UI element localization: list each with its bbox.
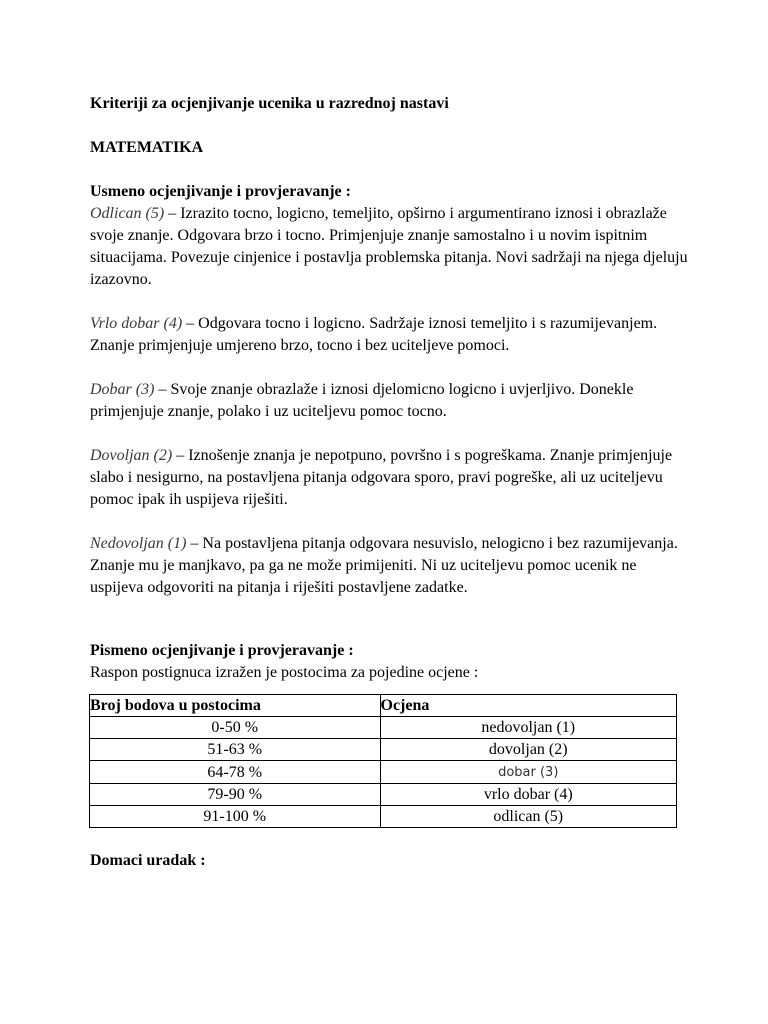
grade-criterion-3 bbox=[90, 379, 690, 423]
table-row bbox=[90, 806, 677, 828]
grade-cell: odlican (5) bbox=[380, 806, 677, 828]
grade-cell-text: dobar (3) bbox=[498, 765, 559, 780]
grade-criterion-2 bbox=[90, 445, 690, 511]
document-page bbox=[90, 93, 690, 872]
grade-cell: vrlo dobar (4) bbox=[380, 784, 677, 806]
grade-name: Odlican (5) bbox=[90, 205, 165, 222]
grade-cell bbox=[380, 761, 677, 784]
grade-description: Iznošenje znanja je nepotpuno, površno i s pogreškama. Znanje primjenjuje slabo i nesigurno, na postavljena pitanja odgovara sporo, pravi pogreške, ali uz uciteljevu pomoc ipak ih uspijeva riješiti. bbox=[90, 447, 673, 508]
column-header-grade: Ocjena bbox=[380, 695, 677, 717]
grade-separator: – bbox=[154, 381, 171, 398]
table-row bbox=[90, 761, 677, 784]
grade-cell: dovoljan (2) bbox=[380, 739, 677, 761]
grade-separator: – bbox=[182, 315, 199, 332]
table-row bbox=[90, 784, 677, 806]
grade-description: Odgovara tocno i logicno. Sadržaje iznosi temeljito i s razumijevanjem. Znanje primjenjuje umjereno brzo, tocno i bez uciteljeve pomoci. bbox=[90, 315, 658, 354]
range-cell: 51-63 % bbox=[90, 739, 381, 761]
grade-name: Dovoljan (2) bbox=[90, 447, 173, 464]
written-intro: Raspon postignuca izražen je postocima za pojedine ocjene : bbox=[90, 664, 479, 681]
grade-criterion-4 bbox=[90, 313, 690, 357]
grade-name: Nedovoljan (1) bbox=[90, 535, 187, 552]
range-cell: 0-50 % bbox=[90, 717, 381, 739]
range-cell: 91-100 % bbox=[90, 806, 381, 828]
grade-description: Svoje znanje obrazlaže i iznosi djelomicno logicno i uvjerljivo. Donekle primjenjuje znanje, polako i uz uciteljevu pomoc tocno. bbox=[90, 381, 634, 420]
subject-heading: MATEMATIKA bbox=[90, 139, 204, 156]
homework-heading: Domaci uradak : bbox=[90, 852, 206, 869]
grade-description: Na postavljena pitanja odgovara nesuvislo, nelogicno i bez razumijevanja. Znanje mu je manjkavo, pa ga ne može primijeniti. Ni uz uciteljevu pomoc ucenik ne uspijeva odgovoriti na pitanja i riješiti postavljene zadatke. bbox=[90, 535, 678, 596]
grade-name: Vrlo dobar (4) bbox=[90, 315, 183, 332]
range-cell: 79-90 % bbox=[90, 784, 381, 806]
grade-criterion-1 bbox=[90, 533, 690, 599]
oral-assessment-heading: Usmeno ocjenjivanje i provjeravanje : bbox=[90, 183, 351, 200]
grade-cell: nedovoljan (1) bbox=[380, 717, 677, 739]
grade-separator: – bbox=[164, 205, 181, 222]
grade-percentage-table bbox=[89, 694, 677, 828]
document-title: Kriteriji za ocjenjivanje ucenika u razrednoj nastavi bbox=[90, 95, 449, 112]
written-assessment-heading: Pismeno ocjenjivanje i provjeravanje : bbox=[90, 642, 354, 659]
range-cell: 64-78 % bbox=[90, 761, 381, 784]
table-header-row bbox=[90, 695, 677, 717]
grade-criterion-5 bbox=[90, 203, 690, 291]
grade-description: Izrazito tocno, logicno, temeljito, opširno i argumentirano iznosi i obrazlaže svoje znanje. Odgovara brzo i tocno. Primjenjuje znanje samostalno i u novim ispitnim situacijama. Povezuje cinjenice i postavlja problemska pitanja. Novi sadržaji na njega djeluju izazovno. bbox=[90, 205, 688, 288]
table-row bbox=[90, 717, 677, 739]
grade-separator: – bbox=[186, 535, 203, 552]
column-header-points: Broj bodova u postocima bbox=[90, 695, 381, 717]
grade-separator: – bbox=[172, 447, 189, 464]
table-row bbox=[90, 739, 677, 761]
grade-name: Dobar (3) bbox=[90, 381, 155, 398]
